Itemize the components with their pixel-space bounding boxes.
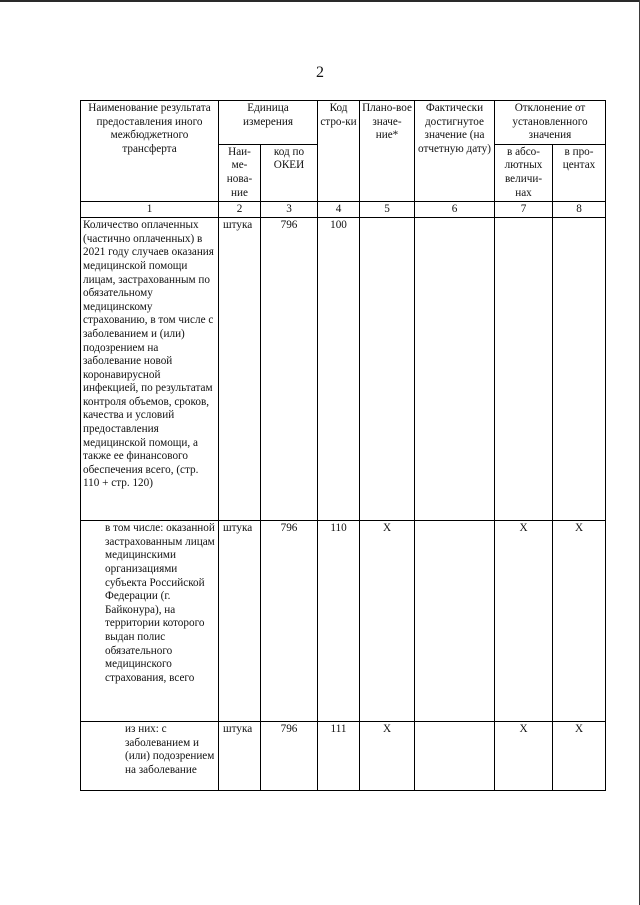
header-planned: Плано-вое значе-ние*	[360, 101, 415, 202]
row-code: 100	[318, 218, 360, 521]
header-name: Наименование результата предоставления иного межбюджетного трансферта	[81, 101, 219, 202]
row-actual	[415, 722, 495, 791]
header-dev-pct: в про-центах	[553, 144, 606, 201]
row-okei: 796	[261, 521, 318, 722]
row-planned: X	[360, 521, 415, 722]
col-number: 3	[261, 202, 318, 218]
header-deviation: Отклонение от установленного значения	[495, 101, 606, 145]
col-number: 6	[415, 202, 495, 218]
table-row	[81, 722, 606, 791]
row-dev-abs	[495, 218, 553, 521]
results-table	[80, 100, 606, 791]
header-unit-name: Наи-ме-нова-ние	[219, 144, 261, 201]
row-actual	[415, 218, 495, 521]
col-number: 7	[495, 202, 553, 218]
row-okei: 796	[261, 722, 318, 791]
header-actual: Фактически достигнутое значение (на отчетную дату)	[415, 101, 495, 202]
col-number: 4	[318, 202, 360, 218]
col-number: 8	[553, 202, 606, 218]
row-planned	[360, 218, 415, 521]
table-row	[81, 521, 606, 722]
row-dev-pct	[553, 218, 606, 521]
row-dev-abs: X	[495, 521, 553, 722]
scan-edge-top	[0, 0, 640, 2]
col-number: 5	[360, 202, 415, 218]
header-unit-okei: код по ОКЕИ	[261, 144, 318, 201]
table-row	[81, 218, 606, 521]
row-code: 110	[318, 521, 360, 722]
header-unit: Единица измерения	[219, 101, 318, 145]
row-unit: штука	[219, 722, 261, 791]
col-number: 2	[219, 202, 261, 218]
col-number: 1	[81, 202, 219, 218]
row-dev-pct: X	[553, 521, 606, 722]
header-dev-abs: в абсо-лютных величи-нах	[495, 144, 553, 201]
row-name: из них: с заболеванием и (или) подозрением на заболевание	[81, 722, 219, 791]
row-code: 111	[318, 722, 360, 791]
row-name: в том числе: оказанной застрахованным лицам медицинскими организациями субъекта Российской Федерации (г. Байконура), на территории которого выдан полис обязательного медицинского страхования, всего	[81, 521, 219, 722]
page-number: 2	[316, 64, 324, 81]
row-planned: X	[360, 722, 415, 791]
row-unit: штука	[219, 218, 261, 521]
row-okei: 796	[261, 218, 318, 521]
row-dev-pct: X	[553, 722, 606, 791]
row-dev-abs: X	[495, 722, 553, 791]
row-name: Количество оплаченных (частично оплаченных) в 2021 году случаев оказания медицинской помощи лицам, застрахованным по обязательному медицинскому страхованию, в том числе с заболеванием и (или) подозрением на заболевание новой коронавирусной инфекцией, по результатам контроля объемов, сроков, качества и условий предоставления медицинской помощи, а также ее финансового обеспечения всего, (стр. 110 + стр. 120)	[81, 218, 219, 521]
row-actual	[415, 521, 495, 722]
header-line-code: Код стро-ки	[318, 101, 360, 202]
row-unit: штука	[219, 521, 261, 722]
